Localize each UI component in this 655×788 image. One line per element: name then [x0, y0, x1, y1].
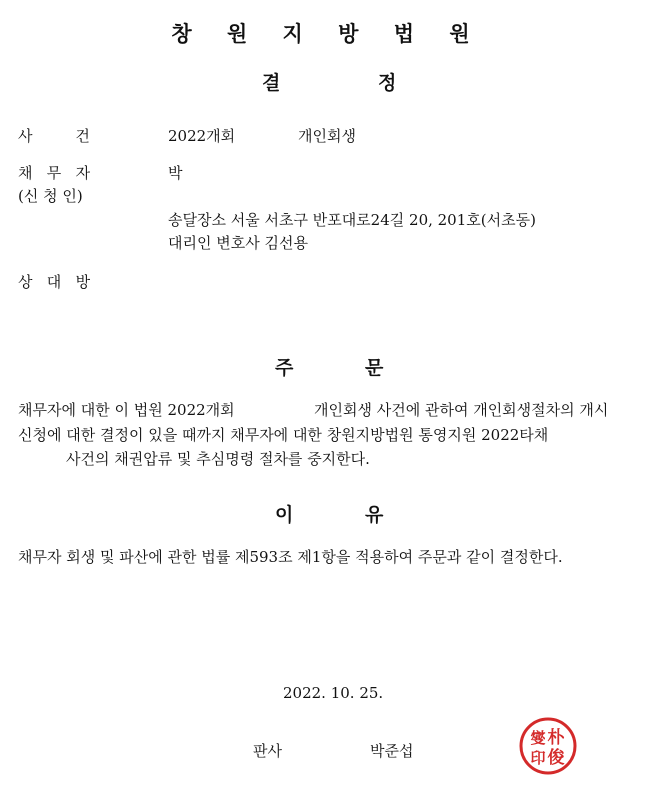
judge-seal-icon — [518, 716, 578, 776]
seal-char-1: 朴 — [547, 728, 565, 748]
judge-name: 박준섭 — [370, 742, 414, 760]
service-address: 송달장소 서울 서초구 반포대로24길 20, 201호(서초동) — [168, 211, 536, 229]
doc-type-left: 결 — [262, 72, 281, 94]
order-line3: 사건의 채권압류 및 추심명령 절차를 중지한다. — [66, 450, 370, 468]
order-heading-left: 주 — [275, 357, 294, 379]
order-line2: 신청에 대한 결정이 있을 때까지 채무자에 대한 창원지방법원 통영지원 2022타채 — [18, 426, 549, 444]
order-line1-b: 개인회생 사건에 관하여 개인회생절차의 개시 — [314, 401, 609, 419]
opponent-label: 상 대 방 — [18, 273, 91, 291]
reason-text: 채무자 회생 및 파산에 관한 법률 제593조 제1항을 적용하여 주문과 같이 결정한다. — [18, 548, 563, 566]
seal-char-4: 印 — [530, 749, 546, 767]
debtor-name: 박 — [168, 164, 183, 182]
reason-heading-right: 유 — [365, 504, 384, 526]
debtor-agent: 대리인 변호사 김선용 — [168, 234, 308, 252]
order-line1-a: 채무자에 대한 이 법원 2022개회 — [18, 401, 235, 419]
applicant-label: (신 청 인) — [18, 187, 83, 205]
debtor-label: 채 무 자 — [18, 164, 91, 182]
order-heading-right: 문 — [365, 357, 384, 379]
judge-title: 판사 — [253, 742, 282, 760]
reason-heading-left: 이 — [275, 504, 294, 526]
case-number: 2022개회 — [168, 127, 236, 145]
seal-char-3: 燮 — [530, 729, 546, 747]
seal-char-2: 俊 — [547, 748, 565, 768]
case-label: 사 건 — [18, 127, 90, 145]
decision-date: 2022. 10. 25. — [283, 684, 384, 702]
case-name: 개인회생 — [298, 127, 356, 145]
doc-type-right: 정 — [378, 72, 397, 94]
court-name: 창 원 지 방 법 원 — [171, 22, 484, 46]
